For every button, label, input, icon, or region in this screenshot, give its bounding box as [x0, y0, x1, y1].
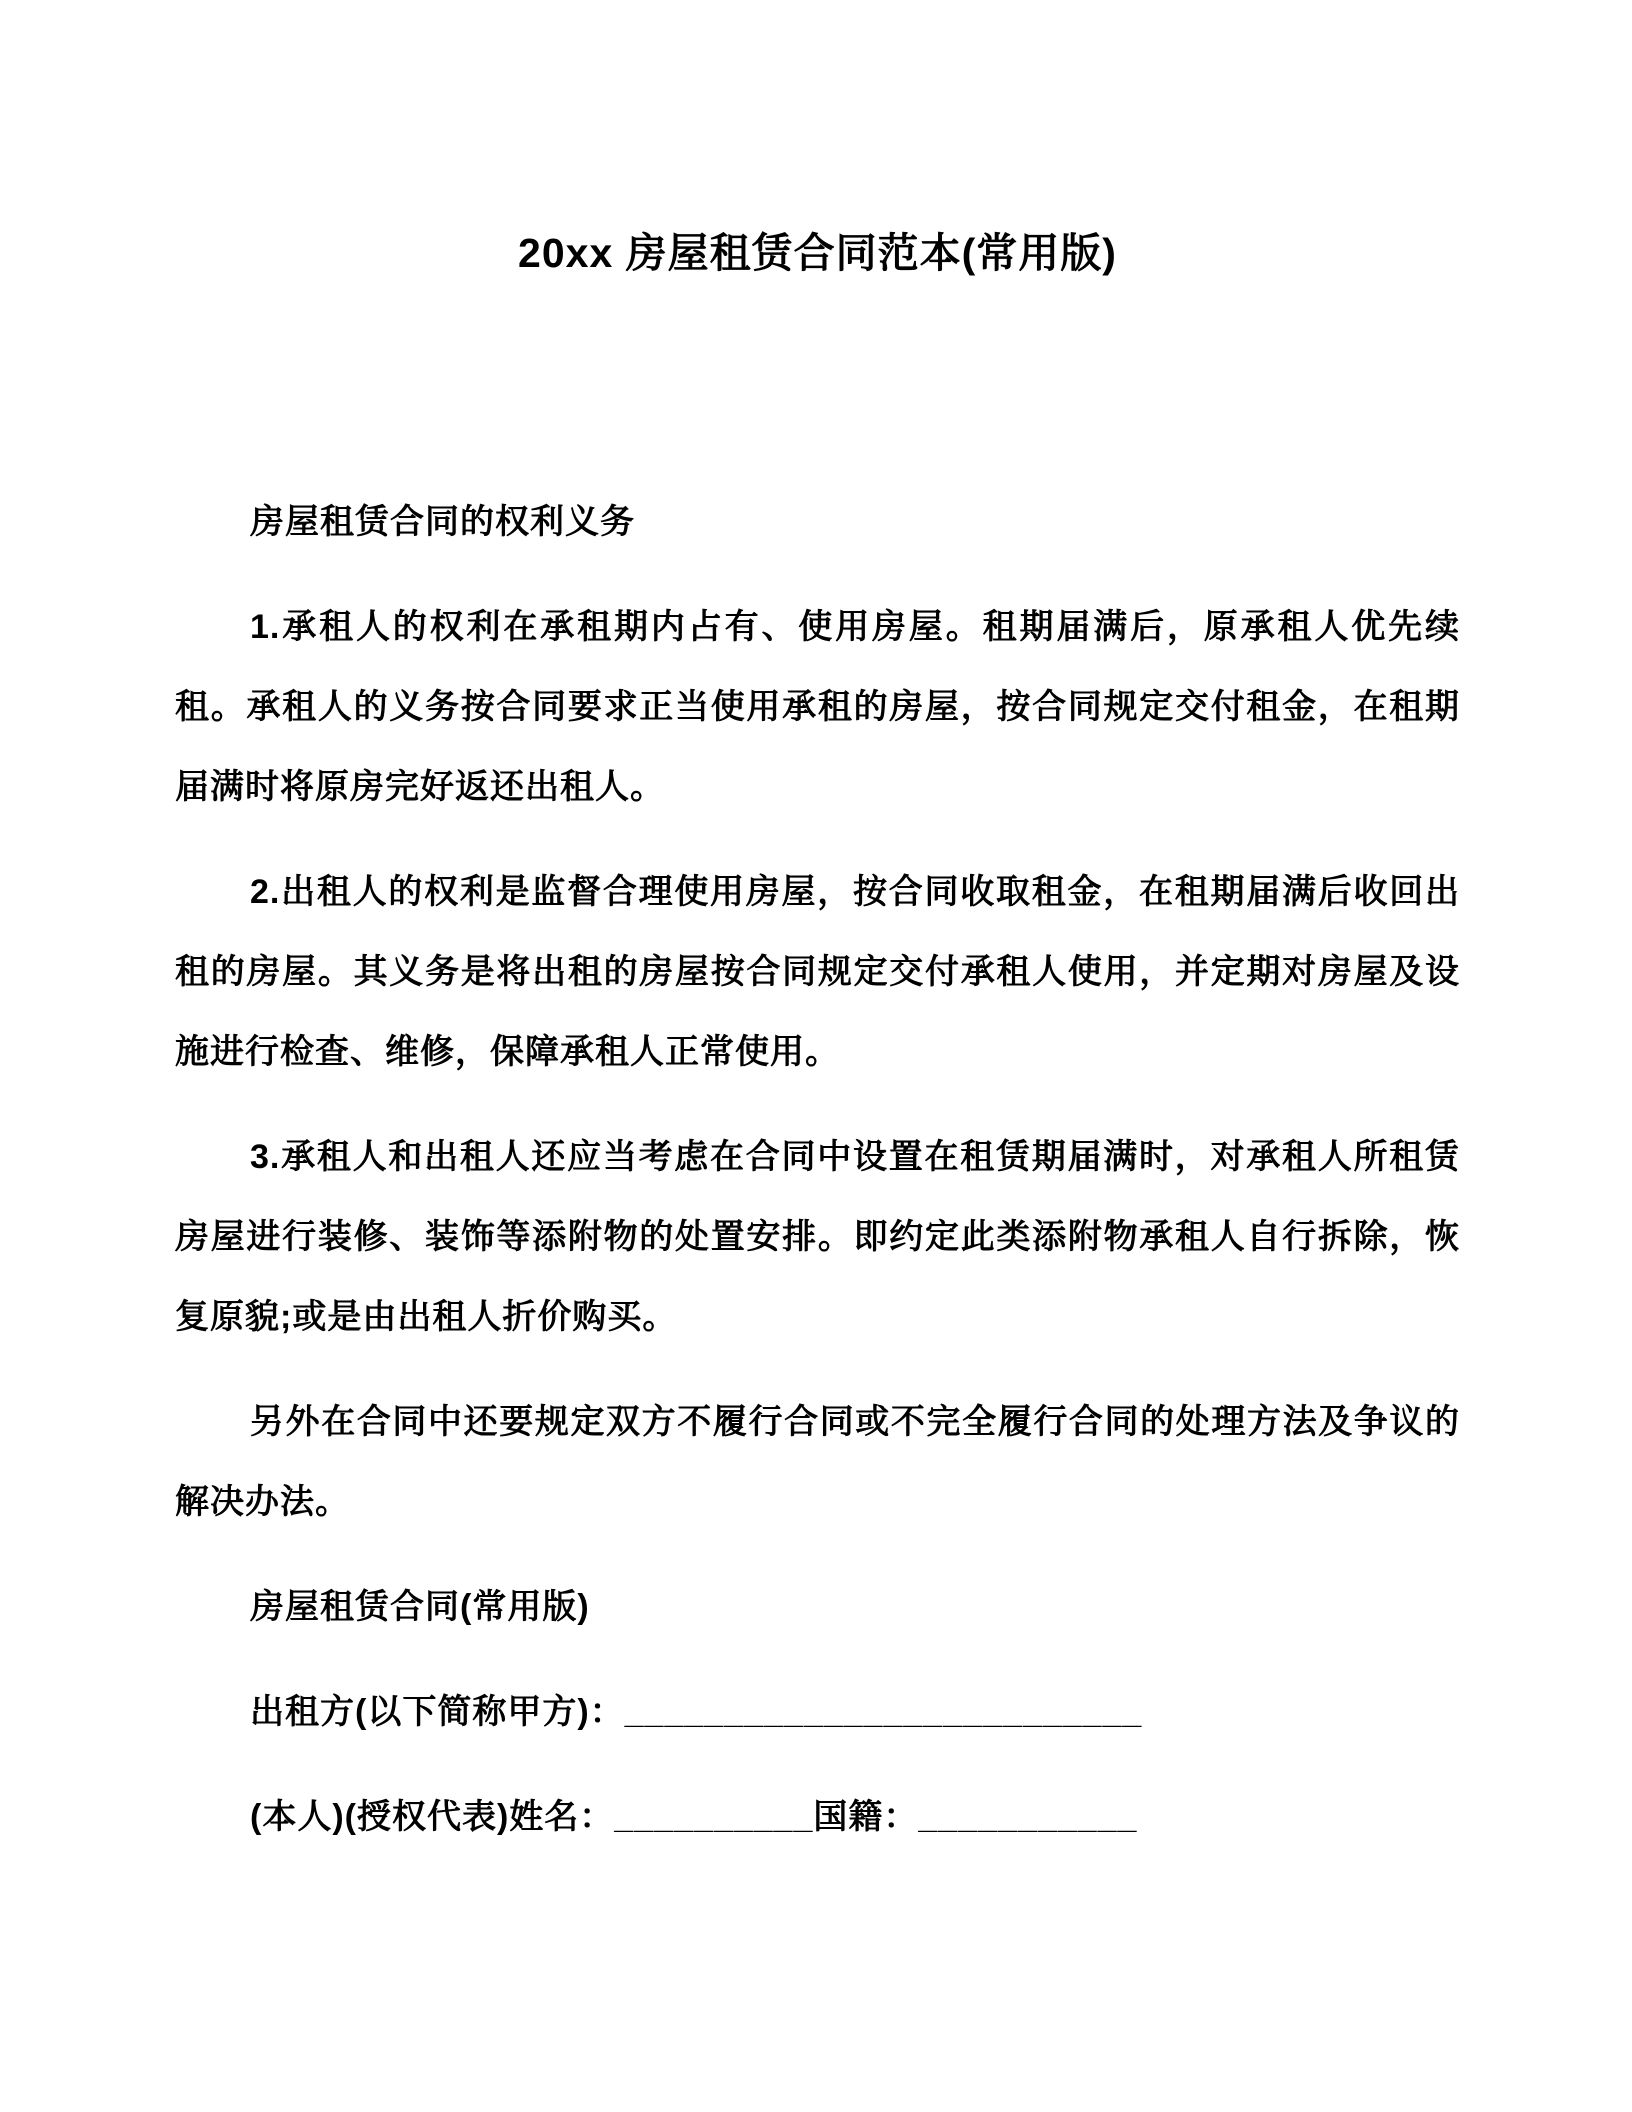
paragraph-lessor-rights: 2.出租人的权利是监督合理使用房屋，按合同收取租金，在租期届满后收回出租的房屋。其义务是将出租的房屋按合同规定交付承租人使用，并定期对房屋及设施进行检查、维修，保障承租人正常使用。 — [175, 873, 1460, 1071]
form-line-lessor-party-a: 出租方(以下简称甲方)：__________________________ — [250, 1693, 1143, 1731]
paragraph-lease-expiry-fixtures: 3.承租人和出租人还应当考虑在合同中设置在租赁期届满时，对承租人所租赁房屋进行装修、装饰等添附物的处置安排。即约定此类添附物承租人自行拆除，恢复原貌;或是由出租人折价购买。 — [175, 1138, 1460, 1336]
paragraph-breach-dispute: 另外在合同中还要规定双方不履行合同或不完全履行合同的处理方法及争议的解决办法。 — [175, 1403, 1460, 1521]
section-heading-rights-obligations: 房屋租赁合同的权利义务 — [250, 503, 635, 541]
paragraph-lessee-rights: 1.承租人的权利在承租期内占有、使用房屋。租期届满后，原承租人优先续租。承租人的义务按合同要求正当使用承租的房屋，按合同规定交付租金，在租期届满时将原房完好返还出租人。 — [175, 608, 1460, 806]
sub-heading-contract-common-version: 房屋租赁合同(常用版) — [250, 1588, 590, 1626]
document-title: 20xx 房屋租赁合同范本(常用版) — [518, 230, 1117, 276]
form-line-name-nationality: (本人)(授权代表)姓名：__________国籍：___________ — [250, 1798, 1138, 1836]
document-body — [175, 482, 1460, 1857]
